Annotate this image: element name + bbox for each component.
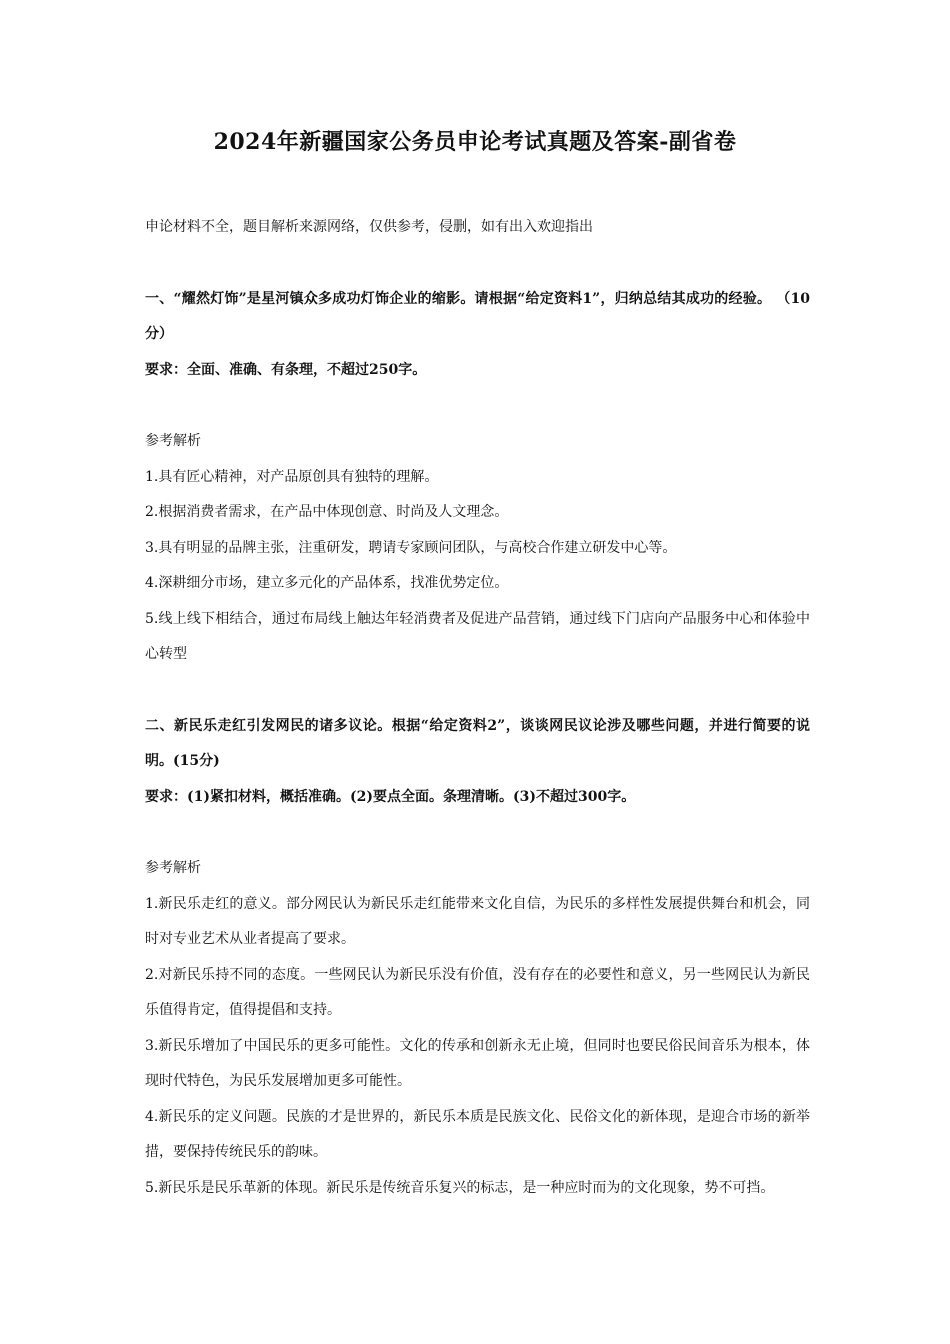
question-2 [145, 709, 810, 1207]
question-2-analysis-heading: 参考解析 [145, 860, 201, 876]
question-2-answer-5: 5.新民乐是民乐革新的体现。新民乐是传统音乐复兴的标志，是一种应时而为的文化现象，势不可挡。 [145, 1179, 775, 1196]
question-2-answer-1: 1.新民乐走红的意义。部分网民认为新民乐走红能带来文化自信，为民乐的多样性发展提供舞台和机会，同时对专业艺术从业者提高了要求。 [145, 895, 810, 947]
spacer [145, 246, 810, 282]
question-1-answer-1: 1.具有匠心精神，对产品原创具有独特的理解。 [145, 468, 439, 485]
question-1-requirement: 要求：全面、准确、有条理，不超过250字。 [145, 361, 427, 378]
question-1 [145, 282, 810, 673]
spacer [145, 815, 810, 851]
spacer [145, 673, 810, 709]
question-2-answer-2: 2.对新民乐持不同的态度。一些网民认为新民乐没有价值，没有存在的必要性和意义，另一些网民认为新民乐值得肯定，值得提倡和支持。 [145, 966, 810, 1018]
spacer [145, 388, 810, 424]
question-2-prompt: 二、新民乐走红引发网民的诸多议论。根据“给定资料2”，谈谈网民议论涉及哪些问题，并进行简要的说明。(15分) [145, 717, 810, 769]
question-2-requirement: 要求：(1)紧扣材料，概括准确。(2)要点全面。条理清晰。(3)不超过300字。 [145, 788, 636, 805]
question-1-answer-4: 4.深耕细分市场，建立多元化的产品体系，找准优势定位。 [145, 575, 509, 591]
question-1-answer-3: 3.具有明显的品牌主张，注重研发，聘请专家顾问团队，与高校合作建立研发中心等。 [145, 539, 677, 556]
intro-note: 申论材料不全，题目解析来源网络，仅供参考，侵删，如有出入欢迎指出 [145, 219, 593, 235]
question-1-prompt: 一、“耀然灯饰”是星河镇众多成功灯饰企业的缩影。请根据“给定资料1”，归纳总结其成功的经验。 （10分） [145, 290, 810, 342]
question-1-analysis-heading: 参考解析 [145, 433, 201, 449]
question-2-answer-4: 4.新民乐的定义问题。民族的才是世界的，新民乐本质是民族文化、民俗文化的新体现，是迎合市场的新举措，要保持传统民乐的韵味。 [145, 1108, 810, 1160]
question-1-answer-5: 5.线上线下相结合，通过布局线上触达年轻消费者及促进产品营销，通过线下门店向产品服务中心和体验中心转型 [145, 610, 810, 662]
document-title: 2024年新疆国家公务员申论考试真题及答案-副省卷 [213, 129, 737, 155]
question-1-answer-2: 2.根据消费者需求，在产品中体现创意、时尚及人文理念。 [145, 504, 509, 520]
question-2-answer-3: 3.新民乐增加了中国民乐的更多可能性。文化的传承和创新永无止境，但同时也要民俗民间音乐为根本，体现时代特色，为民乐发展增加更多可能性。 [145, 1037, 810, 1089]
document-body [145, 210, 810, 1206]
